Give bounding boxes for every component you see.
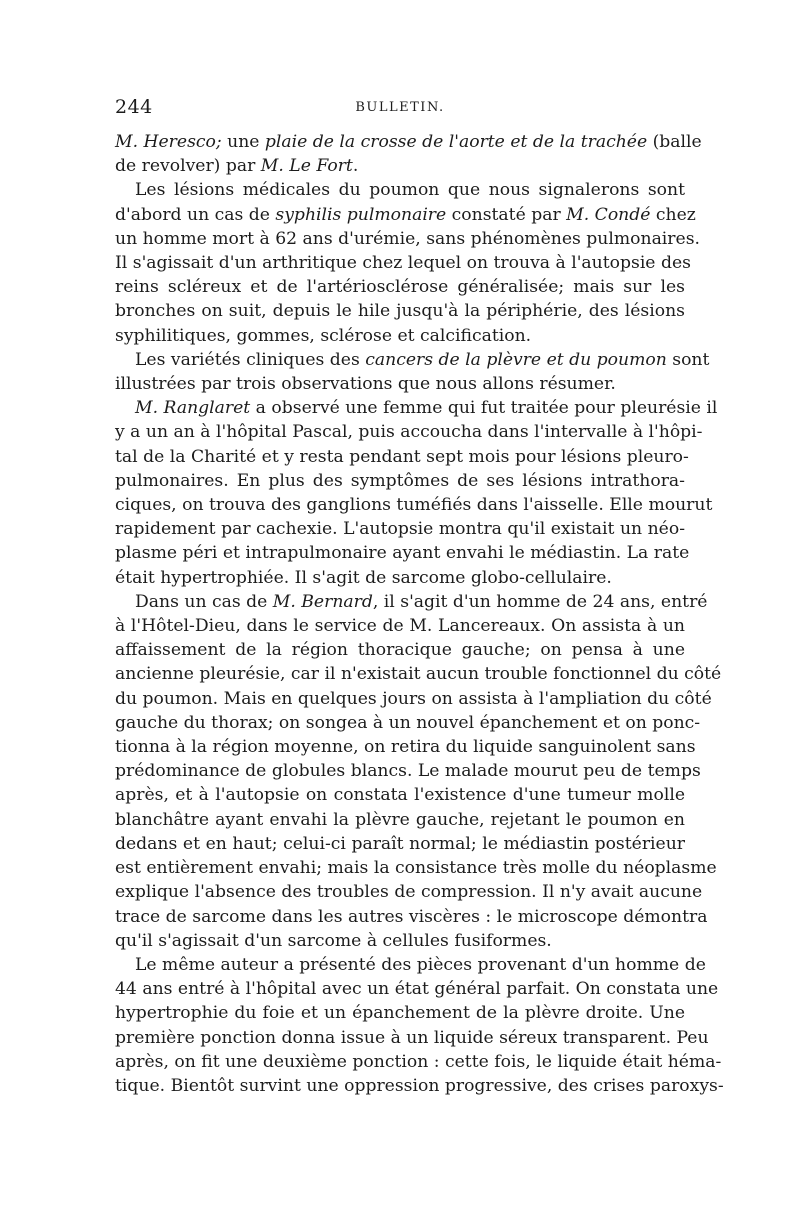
text-line: après, on fit une deuxième ponction : cette fois, le liquide était héma- — [115, 1051, 722, 1072]
text-line: Le même auteur a présenté des pièces provenant d'un homme de — [135, 954, 706, 975]
text-line: après, et à l'autopsie on constata l'existence d'une tumeur molle — [115, 785, 685, 806]
text-line: blanchâtre ayant envahi la plèvre gauche, rejetant le poumon en — [115, 809, 685, 830]
document-page — [115, 96, 724, 1098]
body-text — [115, 130, 724, 1098]
author-name: M. Condé — [566, 204, 651, 225]
text-line: rapidement par cachexie. L'autopsie montra qu'il existait un néo- — [115, 519, 685, 540]
text-line: reins scléreux et de l'artériosclérose généralisée; mais sur les — [115, 277, 685, 298]
text-line: affaissement de la région thoracique gauche; on pensa à une — [115, 640, 685, 661]
text-line: d'abord un cas de syphilis pulmonaire constaté par M. Condé chez — [115, 204, 696, 225]
text-line: dedans et en haut; celui-ci paraît normal; le médiastin postérieur — [115, 833, 685, 854]
text-line: hypertrophie du foie et un épanchement de la plèvre droite. Une — [115, 1003, 685, 1024]
text-line: trace de sarcome dans les autres viscères : le microscope démontra — [115, 906, 708, 927]
text-line: tal de la Charité et y resta pendant sept mois pour lésions pleuro- — [115, 446, 689, 467]
page-header — [115, 96, 685, 130]
text-line: Les lésions médicales du poumon que nous signalerons sont — [135, 180, 685, 201]
running-title: BULLETIN. — [355, 100, 445, 115]
text-line: M. Ranglaret a observé une femme qui fut traitée pour pleurésie il — [135, 398, 718, 419]
text-line: pulmonaires. En plus des symptômes de ses lésions intrathora- — [115, 470, 685, 491]
text-line: de revolver) par M. Le Fort. — [115, 156, 359, 177]
text-line: prédominance de globules blancs. Le malade mourut peu de temps — [115, 761, 701, 782]
emphasis: cancers de la plèvre et du poumon — [365, 349, 667, 370]
text-line: première ponction donna issue à un liquide séreux transparent. Peu — [115, 1027, 709, 1048]
text-line: explique l'absence des troubles de compression. Il n'y avait aucune — [115, 882, 703, 903]
text-line: du poumon. Mais en quelques jours on assista à l'ampliation du côté — [115, 688, 712, 709]
text-line: 44 ans entré à l'hôpital avec un état général parfait. On constata une — [115, 979, 719, 1000]
text-line: Il s'agissait d'un arthritique chez lequel on trouva à l'autopsie des — [115, 253, 691, 274]
text-line: M. Heresco; une plaie de la crosse de l'aorte et de la trachée (balle — [115, 132, 702, 152]
emphasis: plaie de la crosse de l'aorte et de la trachée — [264, 132, 648, 152]
text-line: ancienne pleurésie, car il n'existait aucun trouble fonctionnel du côté — [115, 664, 722, 685]
author-name: M. Ranglaret — [135, 398, 251, 419]
text-line: Les variétés cliniques des cancers de la plèvre et du poumon sont — [135, 349, 710, 370]
text-line: plasme péri et intrapulmonaire ayant envahi le médiastin. La rate — [115, 543, 690, 564]
text-line: gauche du thorax; on songea à un nouvel épanchement et on ponc- — [115, 712, 701, 733]
text-line: est entièrement envahi; mais la consistance très molle du néoplasme — [115, 858, 717, 879]
text-line: illustrées par trois observations que nous allons résumer. — [115, 374, 616, 395]
text-line: à l'Hôtel-Dieu, dans le service de M. Lancereaux. On assista à un — [115, 616, 685, 637]
text-line: y a un an à l'hôpital Pascal, puis accoucha dans l'intervalle à l'hôpi- — [115, 422, 703, 443]
text-line: bronches on suit, depuis le hile jusqu'à la périphérie, des lésions — [115, 301, 685, 322]
text-line: syphilitiques, gommes, sclérose et calcification. — [115, 325, 532, 346]
text-line: qu'il s'agissait d'un sarcome à cellules fusiformes. — [115, 930, 552, 951]
text-line: tique. Bientôt survint une oppression progressive, des crises paroxys- — [115, 1075, 724, 1096]
author-name: M. Le Fort — [260, 156, 353, 177]
text-line: était hypertrophiée. Il s'agit de sarcome globo-cellulaire. — [115, 567, 612, 588]
text-line: tionna à la région moyenne, on retira du liquide sanguinolent sans — [115, 737, 696, 758]
emphasis: syphilis pulmonaire — [275, 204, 447, 225]
page-number: 244 — [115, 96, 153, 118]
author-name: M. Bernard — [272, 591, 373, 612]
text-line: Dans un cas de M. Bernard, il s'agit d'un homme de 24 ans, entré — [135, 591, 708, 612]
text-line: ciques, on trouva des ganglions tuméfiés dans l'aisselle. Elle mourut — [115, 495, 713, 516]
text-line: un homme mort à 62 ans d'urémie, sans phénomènes pulmonaires. — [115, 228, 700, 249]
author-name: M. Heresco; — [115, 132, 222, 152]
